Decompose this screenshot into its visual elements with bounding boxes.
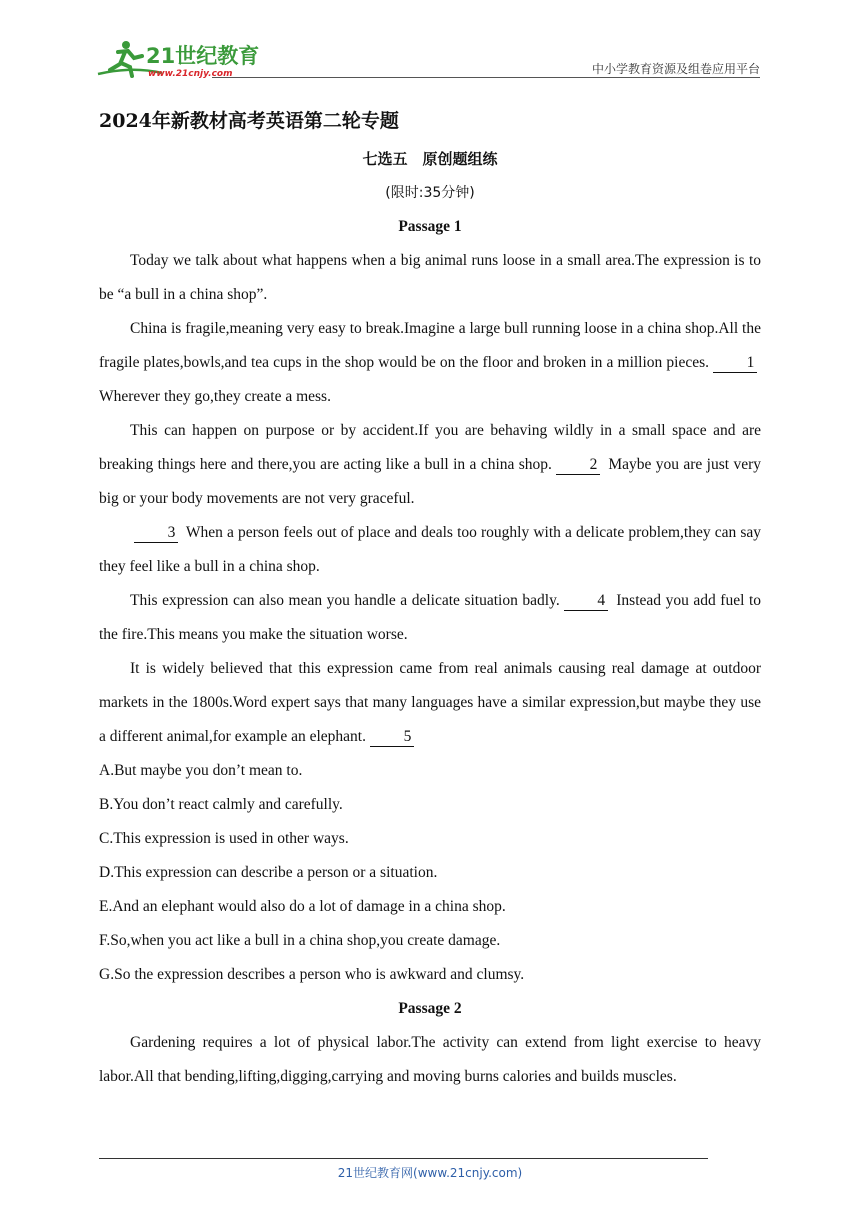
option-g: G.So the expression describes a person who is awkward and clumsy. [99, 966, 525, 983]
passage-2-paragraphs [99, 1026, 761, 1094]
footer-text[interactable]: 21世纪教育网(www.21cnjy.com) [337, 1166, 523, 1180]
option-a: A.But maybe you don’t mean to. [99, 762, 303, 779]
paragraph-text: Gardening requires a lot of physical labor.The activity can extend from light exercise to heavy labor.All that bending,lifting,digging,carrying and moving burns calories and builds muscles. [99, 1034, 761, 1085]
answer-blank-4: 4 [564, 592, 608, 611]
answer-blank-5: 5 [370, 728, 414, 747]
answer-blank-2: 2 [556, 456, 600, 475]
paragraph-text: This expression can also mean you handle a delicate situation badly. [130, 592, 560, 609]
paragraph-text: When a person feels out of place and deals too roughly with a delicate problem,they can say they feel like a bull in a china shop. [99, 524, 761, 575]
option-f: F.So,when you act like a bull in a china shop,you create damage. [99, 932, 501, 949]
paragraph-text: This can happen on purpose or by accident.If you are behaving wildly in a small space and are breaking things here and there,you are acting like a bull in a china shop. [99, 422, 761, 473]
option-b: B.You don’t react calmly and carefully. [99, 796, 343, 813]
option-d: D.This expression can describe a person or a situation. [99, 864, 438, 881]
logo-url: www.21cnjy.com [148, 69, 233, 79]
passage-1-paragraphs [99, 244, 761, 754]
header-divider [212, 77, 760, 78]
site-logo[interactable] [92, 36, 262, 80]
document-subtitle: 七选五 原创题组练 [362, 150, 498, 168]
paragraph-text: Wherever they go,they create a mess. [99, 388, 331, 405]
answer-blank-3: 3 [134, 524, 178, 543]
passage-1-paragraph [99, 244, 761, 312]
time-limit-text: (限时:35分钟) [385, 185, 475, 201]
passage-1-paragraph [99, 584, 761, 652]
footer-divider [99, 1158, 708, 1159]
header-tagline: 中小学教育资源及组卷应用平台 [591, 62, 760, 76]
answer-blank-1: 1 [713, 354, 757, 373]
time-limit [99, 176, 761, 210]
passage-1-paragraph [99, 312, 761, 414]
passage-1-paragraph [99, 652, 761, 754]
passage-1-paragraph [99, 414, 761, 516]
option-c: C.This expression is used in other ways. [99, 830, 349, 847]
document-title: 2024年新教材高考英语第二轮专题 [99, 110, 399, 132]
passage-1-paragraph [99, 516, 761, 584]
paragraph-text: Instead you add fuel to the fire.This means you make the situation worse. [99, 592, 762, 643]
paragraph-text: It is widely believed that this expression came from real animals causing real damage at outdoor markets in the 1800s.Word expert says that many languages have a similar expression,but maybe they use a different animal,for example an elephant. [99, 660, 761, 745]
page-footer[interactable] [0, 1164, 860, 1181]
paragraph-text: Today we talk about what happens when a big animal runs loose in a small area.The expression is to be “a bull in a china shop”. [99, 252, 761, 303]
passage-2-paragraph [99, 1026, 761, 1094]
paragraph-text: China is fragile,meaning very easy to break.Imagine a large bull running loose in a china shop.All the fragile plates,bowls,and tea cups in the shop would be on the floor and broken in a million pieces. [99, 320, 761, 371]
document-body [99, 104, 761, 1094]
passage-1-title: Passage 1 [398, 218, 462, 235]
passage-1-options [99, 754, 761, 992]
page-header [92, 36, 760, 80]
logo-wordmark: 21世纪教育 [146, 44, 260, 68]
paragraph-text: Maybe you are just very big or your body movements are not very graceful. [99, 456, 761, 507]
option-e: E.And an elephant would also do a lot of damage in a china shop. [99, 898, 506, 915]
runner-logo-icon [92, 36, 262, 80]
passage-2-title: Passage 2 [398, 1000, 462, 1017]
